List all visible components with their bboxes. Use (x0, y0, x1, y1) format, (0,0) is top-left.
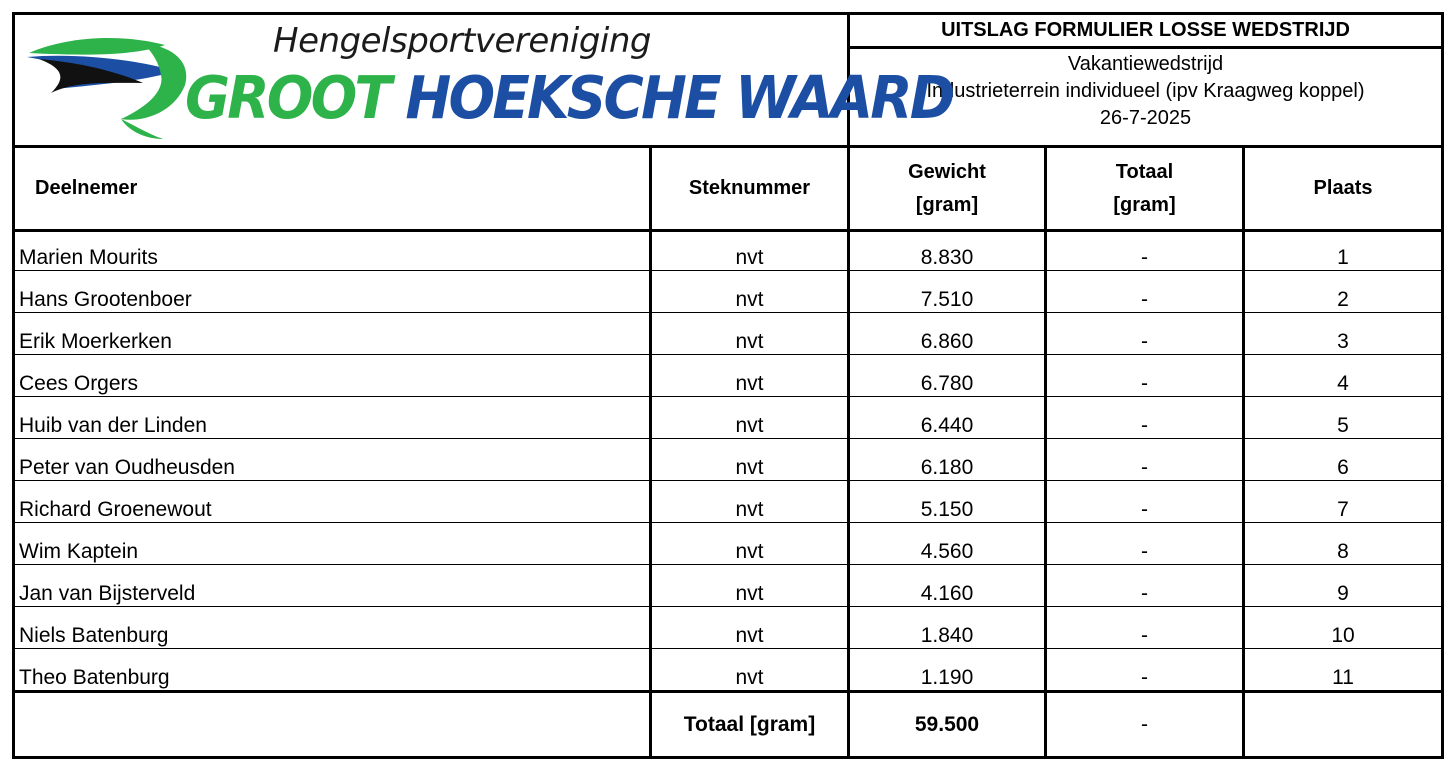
cell-place: 9 (1244, 565, 1443, 607)
cell-peg: nvt (651, 649, 849, 692)
table-row (14, 565, 1443, 607)
cell-total: - (1046, 607, 1244, 649)
event-location: Industrieterrein individueel (ipv Kraagweg koppel) (926, 80, 1365, 102)
logo-name-blue: HOEKSCHE WAARD (405, 63, 953, 132)
cell-place: 8 (1244, 523, 1443, 565)
table-row (14, 231, 1443, 271)
header-weight-line2: [gram] (915, 193, 979, 216)
cell-place: 7 (1244, 481, 1443, 523)
cell-total: - (1046, 231, 1244, 271)
cell-weight: 1.840 (849, 607, 1046, 649)
cell-total: - (1046, 397, 1244, 439)
cell-place: 4 (1244, 355, 1443, 397)
cell-name: Cees Orgers (14, 355, 651, 397)
cell-weight: 8.830 (849, 231, 1046, 271)
logo-club-name (185, 63, 952, 132)
cell-peg: nvt (651, 355, 849, 397)
cell-weight: 4.560 (849, 523, 1046, 565)
cell-place: 11 (1244, 649, 1443, 692)
cell-place: 1 (1244, 231, 1443, 271)
cell-weight: 4.160 (849, 565, 1046, 607)
cell-name: Huib van der Linden (14, 397, 651, 439)
header-total-line1: Totaal (1115, 160, 1174, 183)
cell-peg: nvt (651, 523, 849, 565)
form-title: UITSLAG FORMULIER LOSSE WEDSTRIJD (850, 15, 1441, 49)
cell-total: - (1046, 313, 1244, 355)
cell-weight: 6.780 (849, 355, 1046, 397)
table-row (14, 271, 1443, 313)
header-total-line2: [gram] (1113, 193, 1176, 216)
header-participant: Deelnemer (14, 147, 651, 231)
header-total (1046, 147, 1244, 231)
cell-total: - (1046, 271, 1244, 313)
cell-weight: 5.150 (849, 481, 1046, 523)
cell-peg: nvt (651, 481, 849, 523)
cell-name: Theo Batenburg (14, 649, 651, 692)
cell-total: - (1046, 523, 1244, 565)
cell-name: Wim Kaptein (14, 523, 651, 565)
totals-label: Totaal [gram] (651, 692, 849, 758)
club-logo (14, 14, 953, 147)
header-weight-line1: Gewicht (908, 160, 986, 183)
cell-place: 6 (1244, 439, 1443, 481)
table-row (14, 649, 1443, 692)
cell-peg: nvt (651, 439, 849, 481)
table-row (14, 607, 1443, 649)
cell-name: Jan van Bijsterveld (14, 565, 651, 607)
table-row (14, 439, 1443, 481)
column-header-row (14, 147, 1443, 231)
cell-peg: nvt (651, 231, 849, 271)
event-date: 26-7-2025 (1099, 107, 1192, 129)
cell-name: Peter van Oudheusden (14, 439, 651, 481)
cell-name: Niels Batenburg (14, 607, 651, 649)
cell-weight: 6.180 (849, 439, 1046, 481)
table-row (14, 355, 1443, 397)
table-row (14, 481, 1443, 523)
table-row (14, 313, 1443, 355)
results-table (12, 12, 1444, 759)
cell-weight: 1.190 (849, 649, 1046, 692)
cell-total: - (1046, 565, 1244, 607)
cell-total: - (1046, 355, 1244, 397)
table-row (14, 523, 1443, 565)
cell-place: 5 (1244, 397, 1443, 439)
cell-total: - (1046, 481, 1244, 523)
totals-total: - (1046, 692, 1244, 758)
cell-place: 2 (1244, 271, 1443, 313)
header-place: Plaats (1244, 147, 1443, 231)
cell-peg: nvt (651, 397, 849, 439)
cell-name: Richard Groenewout (14, 481, 651, 523)
cell-peg: nvt (651, 313, 849, 355)
totals-weight: 59.500 (849, 692, 1046, 758)
cell-place: 10 (1244, 607, 1443, 649)
cell-total: - (1046, 439, 1244, 481)
totals-empty-cell (14, 692, 651, 758)
cell-name: Erik Moerkerken (14, 313, 651, 355)
cell-name: Hans Grootenboer (14, 271, 651, 313)
table-row (14, 397, 1443, 439)
header-weight (849, 147, 1046, 231)
event-name: Vakantiewedstrijd (1067, 53, 1224, 75)
logo-name-green: GROOT (185, 63, 390, 132)
cell-total: - (1046, 649, 1244, 692)
cell-peg: nvt (651, 607, 849, 649)
header-row (14, 14, 1443, 147)
totals-row (14, 692, 1443, 758)
cell-weight: 6.860 (849, 313, 1046, 355)
cell-name: Marien Mourits (14, 231, 651, 271)
cell-peg: nvt (651, 565, 849, 607)
cell-weight: 6.440 (849, 397, 1046, 439)
cell-place: 3 (1244, 313, 1443, 355)
logo-org-text: Hengelsportvereniging (273, 21, 651, 61)
totals-place-empty (1244, 692, 1443, 758)
cell-peg: nvt (651, 271, 849, 313)
cell-weight: 7.510 (849, 271, 1046, 313)
fish-logo-icon (25, 23, 195, 141)
header-peg: Steknummer (651, 147, 849, 231)
